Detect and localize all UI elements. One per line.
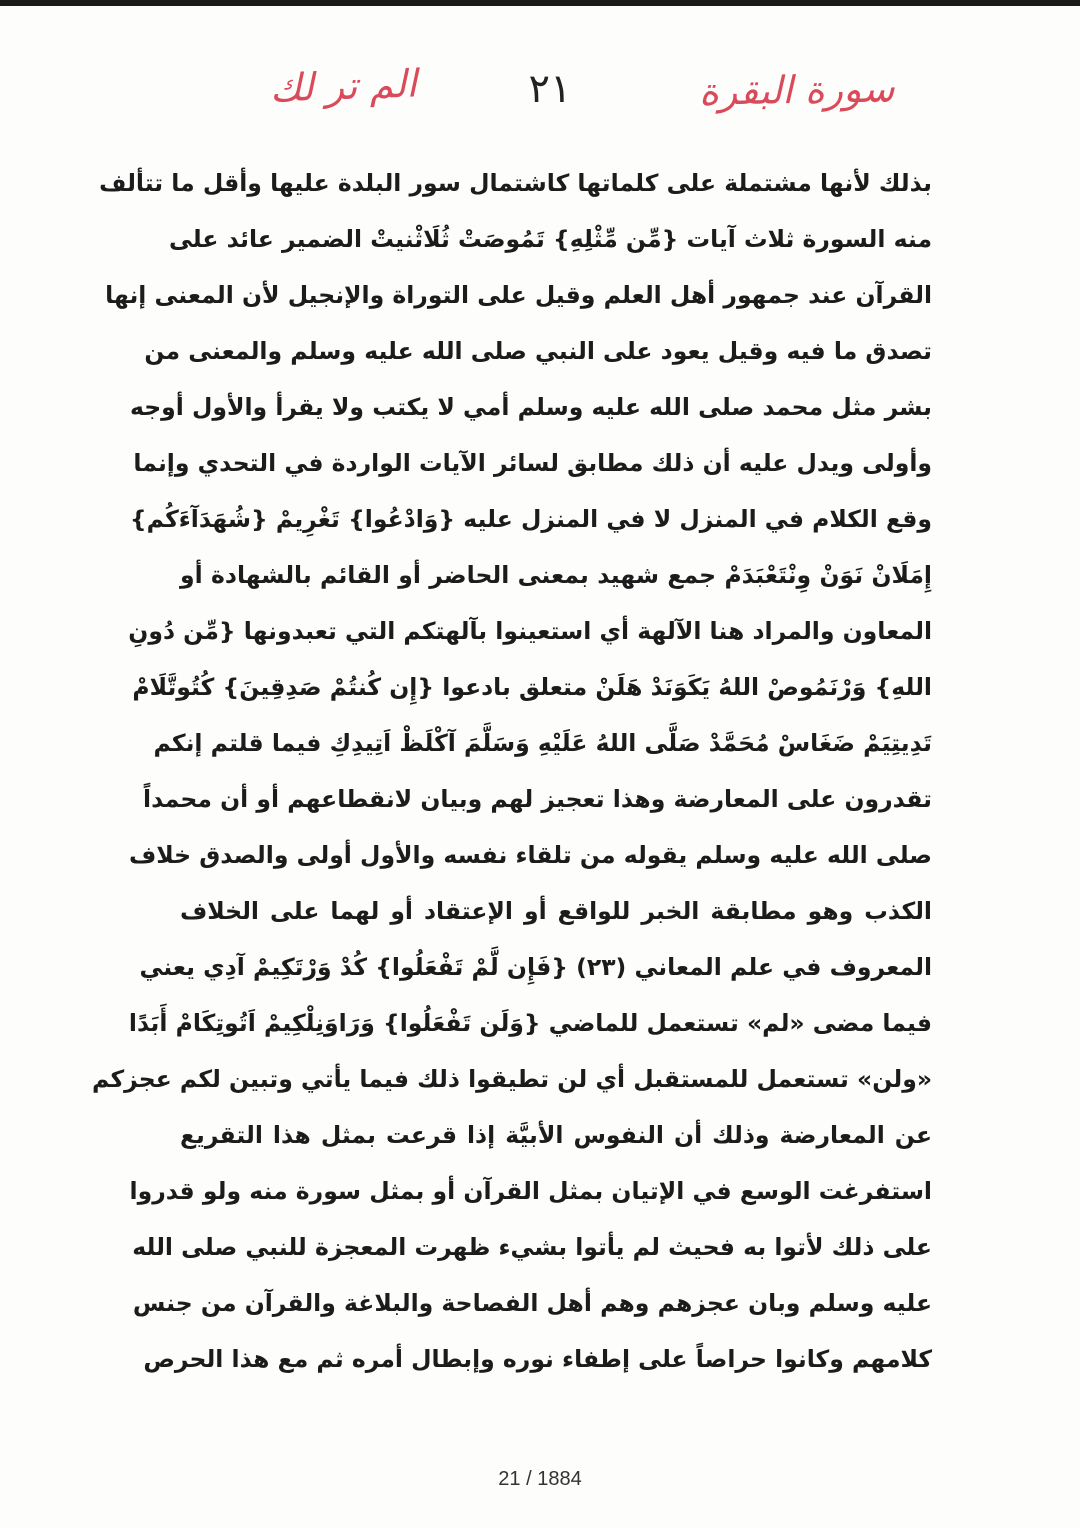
text-line: القرآن عند جمهور أهل العلم وقيل على التوراة والإنجيل لأن المعنى إنها: [105, 281, 932, 309]
text-line: المعاون والمراد هنا الآلهة أي استعينوا بآلهتكم التي تعبدونها {مِّن دُونِ: [128, 617, 932, 645]
text-line: منه السورة ثلاث آيات {مِّن مِّثْلِهِ} تَمُوصَتْ ثُلَاثْنيتْ الضمير عائد على: [168, 225, 932, 253]
text-line: كلامهم وكانوا حراصاً على إطفاء نوره وإبطال أمره ثم مع هذا الحرص: [143, 1345, 932, 1373]
text-line: المعروف في علم المعاني (٢٣) {فَإِن لَّمْ تَفْعَلُوا} كُدْ وَرْتَكِيمْ آدِي يعني: [139, 953, 932, 981]
text-line: استفرغت الوسع في الإتيان بمثل القرآن أو بمثل سورة منه ولو قدروا: [129, 1177, 932, 1205]
text-line: فيما مضى «لم» تستعمل للماضي {وَلَن تَفْعَلُوا} وَرَاوَنِلْكِيمْ اَتُوتِكَامْ أَبَدًا: [128, 1009, 932, 1037]
text-line: إِمَلَانْ نَوَنْ وِنْتَعْبَدَمْ جمع شهيد بمعنى الحاضر أو القائم بالشهادة أو: [180, 561, 932, 589]
handwritten-note-left: الم تر لك: [269, 61, 418, 111]
commentary-text: [92, 155, 932, 1387]
handwritten-surah-title: سورة البقرة: [699, 66, 896, 114]
text-line: بشر مثل محمد صلى الله عليه وسلم أمي لا يكتب ولا يقرأ والأول أوجه: [129, 393, 932, 421]
text-line: تصدق ما فيه وقيل يعود على النبي صلى الله عليه وسلم والمعنى من: [144, 337, 932, 365]
text-line: وأولى ويدل عليه أن ذلك مطابق لسائر الآيات الواردة في التحدي وإنما: [133, 449, 932, 477]
text-line: على ذلك لأتوا به فحيث لم يأتوا بشيء ظهرت المعجزة للنبي صلى الله: [132, 1233, 932, 1261]
page-number-top: ٢١: [528, 66, 572, 112]
text-line: عليه وسلم وبان عجزهم وهم أهل الفصاحة والبلاغة والقرآن من جنس: [132, 1289, 932, 1317]
text-line: اللهِ} وَرْنَمُوصْ اللهُ يَكَوَنَدْ هَلَنْ متعلق بادعوا {إِن كُنتُمْ صَدِقِينَ} كُتُوتَّلَامْ: [132, 673, 932, 701]
text-line: تقدرون على المعارضة وهذا تعجيز لهم وبيان لانقطاعهم أو أن محمداً: [143, 785, 932, 813]
text-line: الكذب وهو مطابقة الخبر للواقع أو الإعتقاد أو لهما على الخلاف: [180, 897, 932, 925]
page-indicator: 21 / 1884: [498, 1468, 582, 1490]
text-line: «ولن» تستعمل للمستقبل أي لن تطيقوا ذلك فيما يأتي وتبين لكم عجزكم: [92, 1065, 932, 1093]
text-line: تَدِيتِيَمْ ضَغَاسْ مُحَمَّدْ صَلَّى اللهُ عَلَيْهِ وَسَلَّمَ آكْلَظْ اَتِيدِكِ فيما قلتم إنكم: [153, 729, 932, 757]
text-line: عن المعارضة وذلك أن النفوس الأبيَّة إذا قرعت بمثل هذا التقريع: [180, 1121, 932, 1149]
scan-top-edge: [0, 0, 1080, 6]
text-line: بذلك لأنها مشتملة على كلماتها كاشتمال سور البلدة عليها وأقل ما تتألف: [99, 169, 932, 197]
text-line: صلى الله عليه وسلم يقوله من تلقاء نفسه والأول أولى والصدق خلاف: [128, 841, 932, 869]
page-header: [0, 60, 1080, 130]
text-line: وقع الكلام في المنزل لا في المنزل عليه {وَادْعُوا} تَغْرِيمْ {شُهَدَآءَكُم}: [129, 505, 932, 533]
